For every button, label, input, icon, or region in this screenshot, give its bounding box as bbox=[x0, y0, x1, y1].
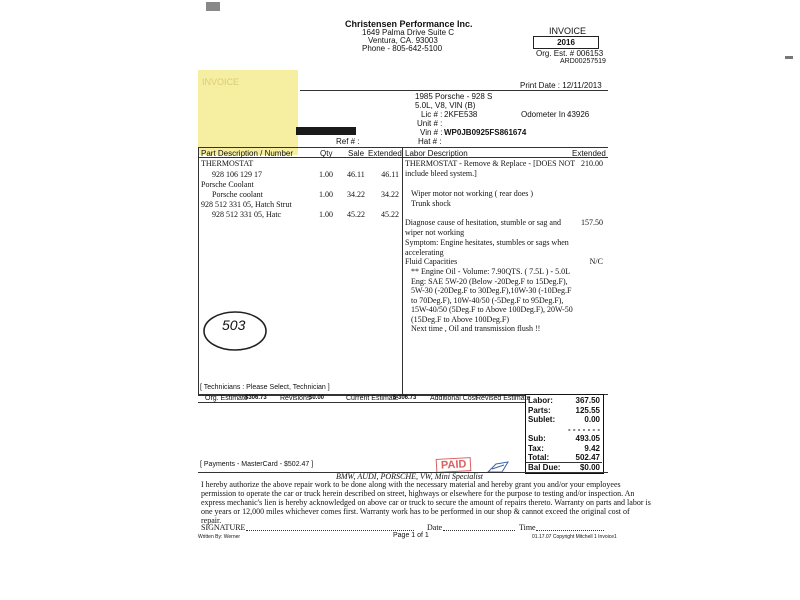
part-row-desc: 928 106 129 17 bbox=[212, 170, 262, 179]
parts-header-sale: Sale bbox=[348, 149, 365, 158]
org-estimate-number: Org. Est. # 006153 bbox=[536, 49, 604, 58]
authorization-line: I hereby authorize the above repair work to be done along with the necessary material and hereby grant you and/or your employees bbox=[201, 480, 621, 489]
table-top-border bbox=[198, 147, 608, 148]
company-phone: Phone - 805-642-5100 bbox=[362, 44, 443, 53]
sub-total-value: 493.05 bbox=[575, 434, 600, 443]
unit-label: Unit # : bbox=[417, 119, 443, 128]
vehicle-engine: 5.0L, V8, VIN (B) bbox=[415, 101, 476, 110]
authorization-line: repair. bbox=[201, 516, 222, 525]
company-address-2: Ventura, CA. 93003 bbox=[368, 36, 438, 45]
sublet-total-label: Sublet: bbox=[528, 415, 556, 424]
labor-line-ext: 210.00 bbox=[581, 159, 603, 168]
parts-header-description: Part Description / Number bbox=[201, 149, 294, 158]
authorization-line: one years or 12,000 miles whichever comes first. Warranty work has to be performed in our shop & cannot exceed the original cost of bbox=[201, 507, 630, 516]
labor-line: wiper not working bbox=[405, 228, 465, 237]
hat-label: Hat # : bbox=[418, 137, 442, 146]
labor-line: THERMOSTAT - Remove & Replace - [DOES NOT bbox=[405, 159, 576, 168]
copyright: 01.17.07 Copyright Mitchell 1 Invoice1 bbox=[532, 534, 617, 540]
authorization-line: permission to operate the car or truck herein described on street, highways or elsewhere for the purpose to testing and/or inspection. An bbox=[201, 489, 635, 498]
table-left-border bbox=[198, 147, 199, 394]
grand-total-label: Total: bbox=[528, 453, 550, 462]
additional-cost-label: Additional Cost bbox=[430, 395, 478, 402]
ref-label: Ref # : bbox=[336, 137, 360, 146]
revisions-value: $0.00 bbox=[309, 395, 325, 401]
parts-header-extended: Extended bbox=[368, 149, 402, 158]
sublet-total-value: 0.00 bbox=[584, 415, 600, 424]
part-row-sale: 34.22 bbox=[347, 190, 365, 199]
brands-line: BMW, AUDI, PORSCHE, VW, Mini Specialist bbox=[336, 472, 484, 481]
parts-header-qty: Qty bbox=[320, 149, 333, 158]
odometer-label: Odometer In : bbox=[521, 110, 570, 119]
scan-speck bbox=[785, 56, 793, 59]
labor-line: accelerating bbox=[405, 248, 444, 257]
part-row-ext: 45.22 bbox=[381, 210, 399, 219]
labor-line: Fluid Capacities bbox=[405, 257, 458, 266]
labor-total-label: Labor: bbox=[528, 396, 553, 405]
bal-due-value: $0.00 bbox=[579, 462, 600, 472]
labor-total-value: 367.50 bbox=[575, 396, 600, 405]
authorization-line: express mechanic's lien is hereby acknowledged on above car or truck to secure the amount of repairs thereto. Warranty on parts and labor is bbox=[201, 498, 651, 507]
part-row-ext: 46.11 bbox=[381, 170, 399, 179]
org-estimate-label: Org. Estimate bbox=[205, 395, 248, 402]
date-label: Date bbox=[427, 523, 443, 532]
labor-line: (15Deg.F to Above 100Deg.F) bbox=[411, 315, 509, 324]
divider bbox=[300, 90, 608, 91]
labor-line: 5W-30 (-20Deg.F to 30Deg.F),10W-30 (-10Deg.F bbox=[411, 286, 572, 295]
labor-line: include bleed system.] bbox=[405, 169, 477, 178]
labor-line: Wiper motor not working ( rear does ) bbox=[411, 189, 534, 198]
signature-field[interactable] bbox=[246, 530, 414, 531]
lic-label: Lic # : bbox=[421, 110, 443, 119]
part-row-qty: 1.00 bbox=[319, 170, 333, 179]
signature-label: SIGNATURE bbox=[201, 523, 246, 532]
part-row-ext: 34.22 bbox=[381, 190, 399, 199]
page-number: Page 1 of 1 bbox=[393, 532, 429, 539]
part-row-qty: 1.00 bbox=[319, 210, 333, 219]
part-row-sale: 46.11 bbox=[347, 170, 365, 179]
written-by: Written By: Werner bbox=[198, 534, 241, 540]
labor-line-ext: N/C bbox=[589, 257, 603, 266]
org-estimate-value: $306.73 bbox=[245, 395, 267, 401]
grand-total-value: 502.47 bbox=[575, 453, 600, 462]
parts-total-label: Parts: bbox=[528, 405, 551, 415]
technicians-line: [ Technicians : Please Select, Technician ] bbox=[200, 384, 330, 391]
watermark-text: INVOICE bbox=[202, 77, 240, 87]
part-row-desc: Porsche coolant bbox=[212, 190, 263, 199]
vin-value: WP0JB0925FS861674 bbox=[444, 128, 527, 137]
labor-line-ext: 157.50 bbox=[581, 218, 603, 227]
date-field[interactable] bbox=[443, 530, 515, 531]
sub-total-label: Sub: bbox=[528, 434, 546, 443]
labor-line: ** Engine Oil - Volume: 7.90QTS. ( 7.5L ) - 5.0L bbox=[411, 267, 570, 276]
redaction-bar bbox=[296, 127, 356, 135]
labor-line: Eng: SAE 5W-20 (Below -20Deg.F to 15Deg.F), bbox=[411, 277, 568, 286]
company-name: Christensen Performance Inc. bbox=[345, 19, 473, 29]
table-center-divider bbox=[402, 147, 403, 394]
vin-label: Vin # : bbox=[420, 128, 443, 137]
labor-line: 15W-40/50 (5Deg.F to Above 100Deg.F), 20W-50 bbox=[411, 305, 573, 314]
totals-rule bbox=[526, 462, 602, 463]
authorization-text bbox=[201, 480, 651, 525]
print-date: Print Date : 12/11/2013 bbox=[520, 81, 602, 90]
paid-stamp: PAID bbox=[436, 457, 472, 473]
revisions-label: Revisions bbox=[280, 395, 311, 402]
handwritten-number: 503 bbox=[222, 317, 246, 333]
part-row-sale: 45.22 bbox=[347, 210, 365, 219]
ard-number: ARD00257519 bbox=[560, 58, 606, 65]
totals-dashes: - - - - - - - bbox=[568, 424, 600, 434]
bal-due-label: Bal Due: bbox=[528, 462, 561, 472]
totals-values bbox=[556, 396, 600, 472]
scan-speck bbox=[206, 2, 220, 11]
payments-line: [ Payments - MasterCard - $502.47 ] bbox=[200, 461, 314, 468]
vehicle-model: 1985 Porsche - 928 S bbox=[415, 92, 493, 101]
revised-estimate-label: Revised Estimate bbox=[476, 395, 531, 402]
part-row-qty: 1.00 bbox=[319, 190, 333, 199]
invoice-label: INVOICE bbox=[549, 26, 587, 36]
labor-header-extended: Extended bbox=[572, 149, 606, 158]
tax-total-value: 9.42 bbox=[584, 443, 600, 453]
part-row-desc: Porsche Coolant bbox=[201, 180, 254, 189]
tax-total-label: Tax: bbox=[528, 443, 544, 453]
labor-line: Next time , Oil and transmission flush !! bbox=[411, 324, 541, 333]
current-estimate-label: Current Estimate bbox=[346, 395, 399, 402]
company-address-1: 1649 Palma Drive Suite C bbox=[362, 28, 455, 37]
labor-header-description: Labor Description bbox=[405, 149, 468, 158]
odometer-value: 43926 bbox=[567, 110, 590, 119]
labor-line: Trunk shock bbox=[411, 199, 451, 208]
labor-line: Symptom: Engine hesitates, stumbles or sags when bbox=[405, 238, 569, 247]
part-row-desc: THERMOSTAT bbox=[201, 159, 254, 168]
estimate-row-bottom bbox=[198, 402, 525, 403]
labor-line: Diagnose cause of hesitation, stumble or sag and bbox=[405, 218, 561, 227]
lic-value: 2KFE538 bbox=[444, 110, 478, 119]
labor-line: to 70Deg.F), 10W-40/50 (-5Deg.F to 95Deg.F), bbox=[411, 296, 564, 305]
invoice-year-box: 2016 bbox=[533, 36, 599, 49]
time-label: Time bbox=[519, 523, 536, 532]
time-field[interactable] bbox=[536, 530, 604, 531]
part-row-desc: 928 512 331 05, Hatch Strut bbox=[201, 200, 292, 209]
parts-total-value: 125.55 bbox=[575, 405, 600, 415]
current-estimate-value: $ 306.73 bbox=[393, 395, 417, 401]
part-row-desc: 928 512 331 05, Hatc bbox=[212, 210, 282, 219]
